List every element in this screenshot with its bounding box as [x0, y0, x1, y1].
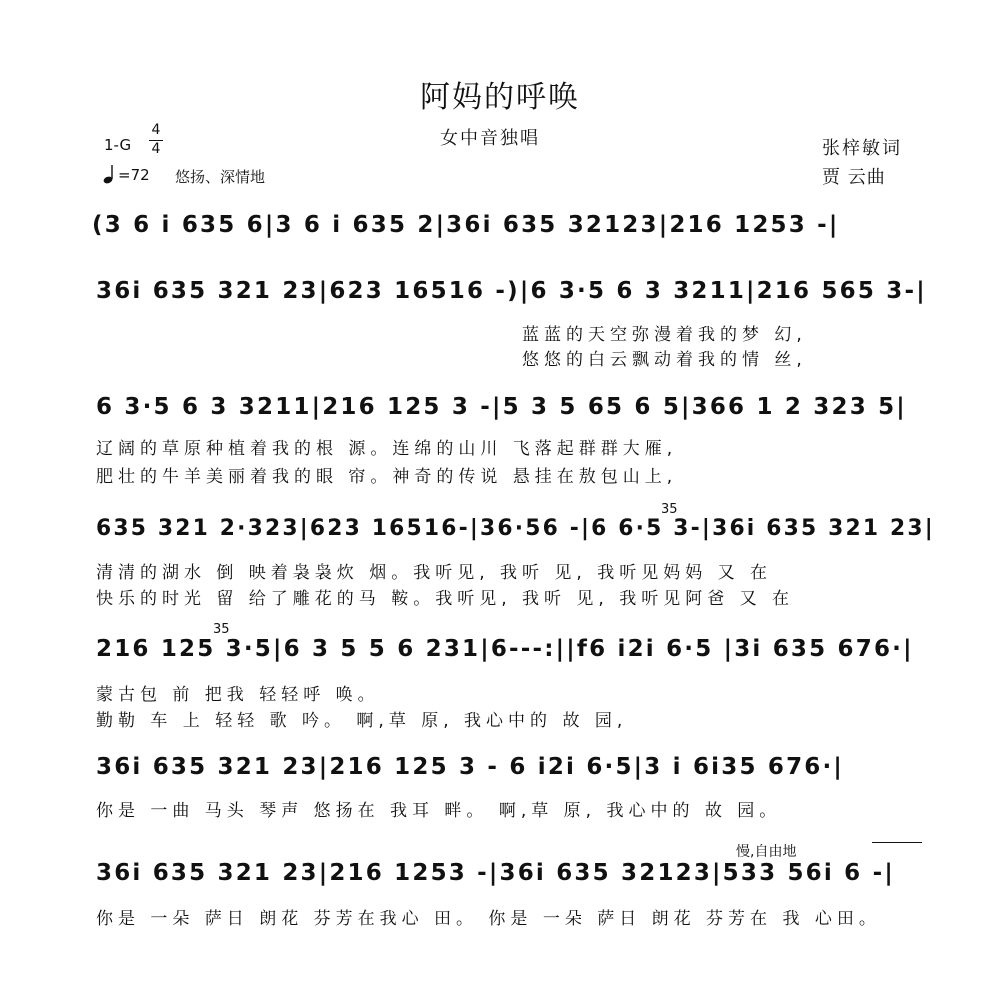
- lyric-line-7: 你是 一朵 萨日 朗花 芬芳在我心 田。 你是 一朵 萨日 朗花 芬芳在 我 心田。: [96, 909, 881, 929]
- time-signature-bottom: 4: [151, 141, 161, 157]
- tempo-change-marking: 慢,自由地: [736, 844, 797, 860]
- lyric-line-5b: 勤勒 车 上 轻轻 歌 吟。 啊,草 原, 我心中的 故 园,: [96, 711, 628, 731]
- score-line-6: [0, 754, 1000, 782]
- lyric-line-3b: 肥壮的牛羊美丽着我的眼 帘。神奇的传说 悬挂在敖包山上,: [96, 467, 678, 487]
- key-signature: 1-G: [104, 136, 132, 154]
- time-signature-top: 4: [151, 122, 161, 138]
- notation-line-1: (3 6 i 635 6|3 6 i 635 2|36i 635 32123|216 1253 -|: [92, 212, 840, 238]
- score-line-1: [0, 212, 1000, 240]
- lyric-line-4a: 清清的湖水 倒 映着袅袅炊 烟。我听见, 我听 见, 我听见妈妈 又 在: [96, 563, 773, 583]
- score-line-3: [0, 394, 1000, 422]
- song-subtitle: 女中音独唱: [440, 128, 540, 149]
- quarter-note-icon: [103, 164, 115, 184]
- score-line-5: [0, 636, 1000, 664]
- grace-note-35b: 35: [213, 622, 230, 637]
- song-title: 阿妈的呼唤: [420, 80, 580, 115]
- notation-line-7: 36i 635 321 23|216 1253 -|36i 635 32123|533 56i 6 -|: [96, 860, 895, 886]
- score-line-2: [0, 278, 1000, 306]
- notation-line-2: 36i 635 321 23|623 16516 -)|6 3·5 6 3 3211|216 565 3-|: [96, 278, 927, 304]
- composer-credit: 贾 云曲: [822, 167, 886, 188]
- score-line-4: [0, 516, 1000, 544]
- lyric-line-6: 你是 一曲 马头 琴声 悠扬在 我耳 畔。 啊,草 原, 我心中的 故 园。: [96, 801, 782, 821]
- ending-bracket: [872, 842, 922, 855]
- lyricist-credit: 张梓敏词: [822, 138, 902, 159]
- notation-line-3: 6 3·5 6 3 3211|216 125 3 -|5 3 5 65 6 5|366 1 2 323 5|: [96, 394, 907, 420]
- notation-line-5: 216 125 3·5|6 3 5 5 6 231|6---:||f6 i2i 6·5 |3i 635 676·|: [96, 636, 914, 662]
- grace-note-35a: 35: [661, 502, 678, 517]
- lyric-line-4b: 快乐的时光 留 给了雕花的马 鞍。我听见, 我听 见, 我听见阿爸 又 在: [96, 589, 795, 609]
- score-line-7: [0, 860, 1000, 888]
- lyric-line-5a: 蒙古包 前 把我 轻轻呼 唤。: [96, 685, 380, 705]
- lyric-line-2b: 悠悠的白云飘动着我的情 丝,: [522, 350, 807, 370]
- notation-line-4: 635 321 2·323|623 16516-|36·56 -|6 6·5 3-|36i 635 321 23|: [96, 516, 935, 541]
- tempo-marking: =72: [118, 166, 150, 184]
- lyric-line-3a: 辽阔的草原种植着我的根 源。连绵的山川 飞落起群群大雁,: [96, 439, 678, 459]
- expression-marking: 悠扬、深情地: [175, 168, 266, 186]
- lyric-line-2a: 蓝蓝的天空弥漫着我的梦 幻,: [522, 325, 807, 345]
- notation-line-6: 36i 635 321 23|216 125 3 - 6 i2i 6·5|3 i 6i35 676·|: [96, 754, 845, 780]
